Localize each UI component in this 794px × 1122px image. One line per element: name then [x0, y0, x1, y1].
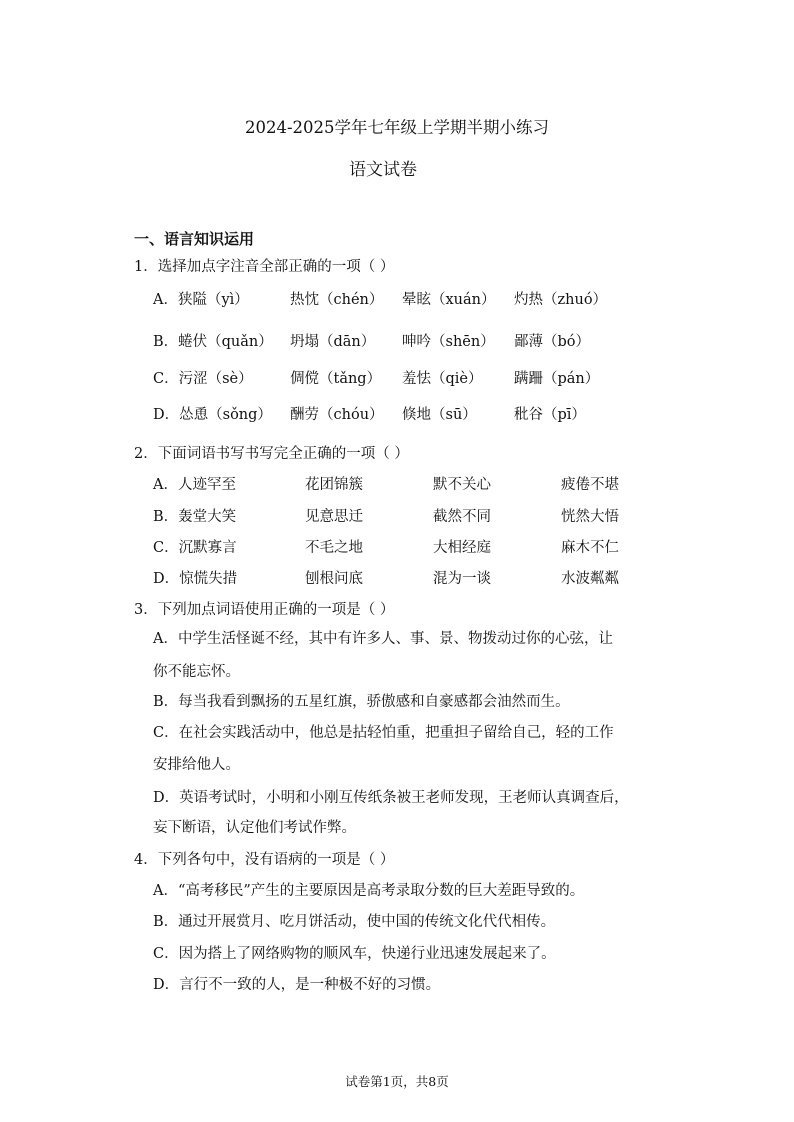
- q1-option-a-2: 热忱（chén）: [290, 292, 384, 308]
- q2-option-a-2: 花团锦簇: [305, 477, 363, 493]
- q3-option-b: B．每当我看到飘扬的五星红旗，骄傲感和自豪感都会油然而生。: [153, 694, 570, 710]
- section-heading: 一、语言知识运用: [134, 230, 255, 248]
- q2-option-a-4: 疲倦不堪: [561, 477, 619, 493]
- exam-subtitle-text: 语文试卷: [349, 160, 417, 180]
- q1-option-a-1: A．狭隘（yì）: [153, 292, 249, 308]
- question-4-stem: 4．下列各句中，没有语病的一项是（ ）: [134, 852, 395, 868]
- q1-option-c-3: 羞怯（qiè）: [402, 371, 483, 387]
- q2-option-d-1: D．惊慌失措: [153, 571, 238, 587]
- q1-option-d-4: 秕谷（pī）: [514, 407, 586, 423]
- q3-option-d: D．英语考试时，小明和小刚互传纸条被王老师发现，王老师认真调查后，: [153, 790, 629, 806]
- q1-option-d-1: D．怂恿（sǒng）: [153, 407, 272, 423]
- q1-option-c-2: 倜傥（tǎng）: [290, 371, 382, 387]
- q2-option-c-3: 大相经庭: [433, 540, 491, 556]
- exam-title: 2024-2025学年七年级上学期半期小练习: [244, 118, 550, 137]
- question-3-stem: 3．下列加点词语使用正确的一项是（ ）: [134, 602, 395, 618]
- q2-option-a-3: 默不关心: [433, 477, 491, 493]
- page-footer: 试卷第1页，共8页: [345, 1074, 449, 1089]
- exam-subtitle: [0, 155, 794, 180]
- question-2-stem: 2．下面词语书写书写完全正确的一项（ ）: [134, 446, 409, 462]
- q2-option-b-2: 见意思迁: [305, 509, 363, 525]
- q1-option-c-4: 蹒跚（pán）: [514, 371, 600, 387]
- q2-option-d-3: 混为一谈: [433, 571, 491, 587]
- q3-option-c: C．在社会实践活动中，他总是拈轻怕重，把重担子留给自己，轻的工作: [153, 725, 614, 741]
- q2-option-b-1: B．轰堂大笑: [153, 509, 237, 525]
- q3-option-d-continued: 妄下断语，认定他们考试作弊。: [153, 820, 356, 836]
- q2-option-b-4: 恍然大悟: [561, 509, 619, 525]
- q3-option-c-continued: 安排给他人。: [153, 757, 240, 773]
- q1-option-d-3: 倏地（sū）: [402, 407, 477, 423]
- q2-option-d-2: 刨根问底: [305, 571, 363, 587]
- q4-option-a: A．“高考移民”产生的主要原因是高考录取分数的巨大差距导致的。: [153, 883, 585, 899]
- q2-option-c-1: C．沉默寡言: [153, 540, 237, 556]
- q2-option-c-4: 麻木不仁: [561, 540, 619, 556]
- q2-option-b-3: 截然不同: [433, 509, 491, 525]
- q3-option-a: A．中学生活怪诞不经，其中有许多人、事、景、物拨动过你的心弦，让: [153, 631, 613, 647]
- q2-option-c-2: 不毛之地: [305, 540, 363, 556]
- q1-option-b-4: 鄙薄（bó）: [514, 334, 591, 350]
- question-1-stem: 1．选择加点字注音全部正确的一项（ ）: [134, 259, 395, 275]
- q1-option-a-3: 晕眩（xuán）: [402, 292, 496, 308]
- q4-option-c: C．因为搭上了网络购物的顺风车，快递行业迅速发展起来了。: [153, 946, 556, 962]
- q1-option-b-2: 坍塌（dān）: [290, 334, 376, 350]
- q4-option-b: B．通过开展赏月、吃月饼活动，使中国的传统文化代代相传。: [153, 914, 556, 930]
- q1-option-b-1: B．蜷伏（quǎn）: [153, 334, 273, 350]
- q2-option-a-1: A．人迹罕至: [153, 477, 236, 493]
- q1-option-b-3: 呻吟（shēn）: [402, 334, 495, 350]
- q1-option-d-2: 酬劳（chóu）: [290, 407, 384, 423]
- q3-option-a-continued: 你不能忘怀。: [153, 664, 240, 680]
- q1-option-c-1: C．污涩（sè）: [153, 371, 253, 387]
- q2-option-d-4: 水波粼粼: [561, 571, 619, 587]
- q4-option-d: D．言行不一致的人，是一种极不好的习惯。: [153, 977, 441, 993]
- q1-option-a-4: 灼热（zhuó）: [514, 292, 608, 308]
